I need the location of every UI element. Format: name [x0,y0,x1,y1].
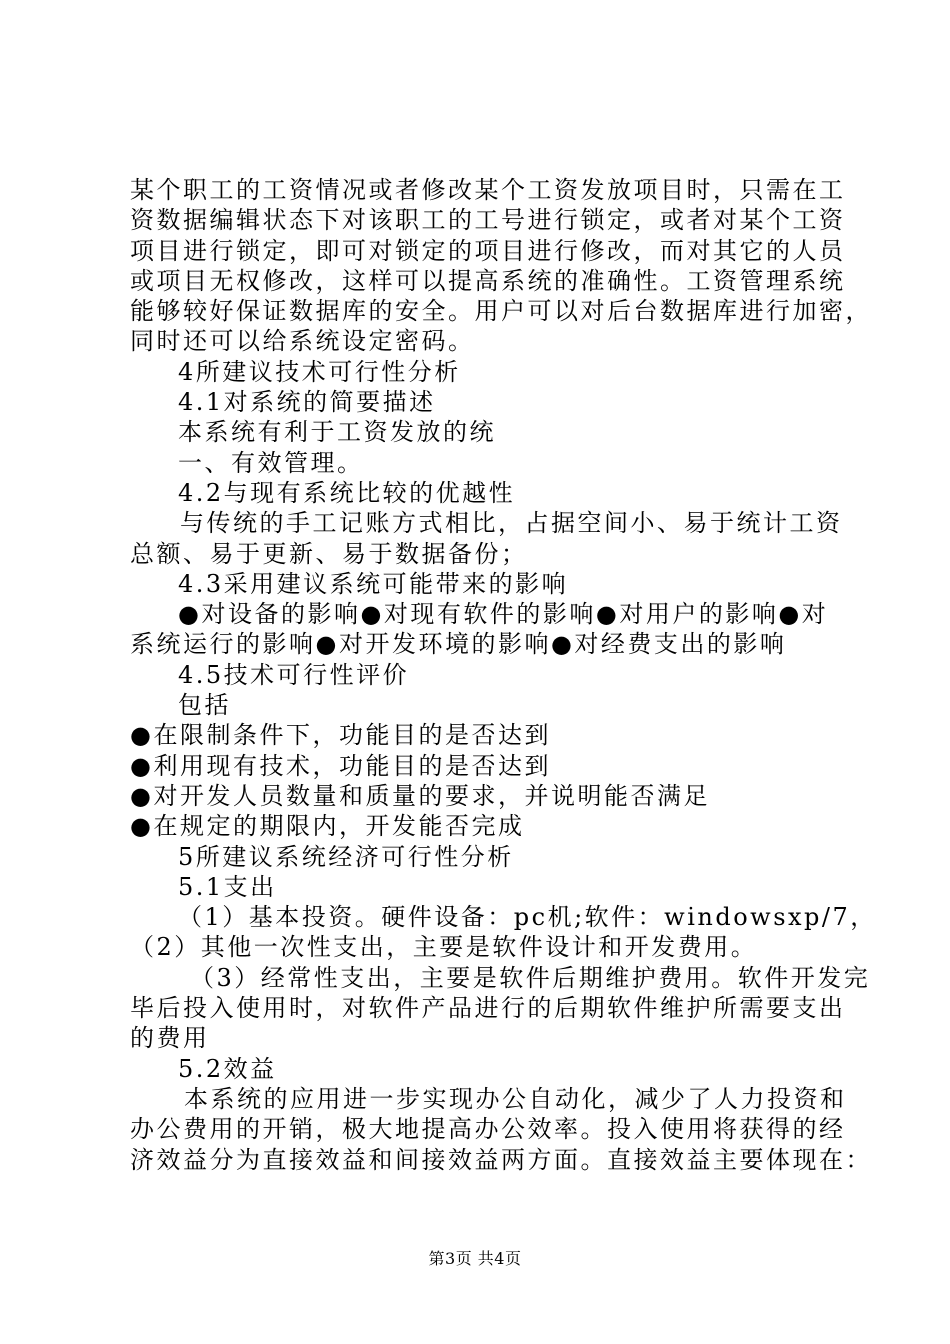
text-line: ●在限制条件下，功能目的是否达到 [130,721,551,750]
text-line: 4.1对系统的简要描述 [178,388,436,417]
text-line: 4.5技术可行性评价 [178,660,410,689]
text-line: 某个职工的工资情况或者修改某个工资发放项目时，只需在工 [130,176,846,204]
text-line: 4.3采用建议系统可能带来的影响 [178,569,569,598]
text-line: 4.2与现有系统比较的优越性 [178,478,516,507]
text-line: ●在规定的期限内，开发能否完成 [130,812,525,841]
text-line: 本系统有利于工资发放的统 [178,418,496,447]
text-line: 毕后投入使用时，对软件产品进行的后期软件维护所需要支出 [130,994,846,1023]
text-line: 一、有效管理。 [178,448,364,477]
text-line: 或项目无权修改，这样可以提高系统的准确性。工资管理系统 [130,266,846,295]
text-line: 总额、易于更新、易于数据备份； [130,539,528,568]
text-line: 包括 [178,691,231,720]
text-line: 资数据编辑状态下对该职工的工号进行锁定，或者对某个工资 [130,206,846,235]
text-line: 的费用 [130,1024,210,1053]
text-line: 能够较好保证数据库的安全。用户可以对后台数据库进行加密， [130,297,872,326]
text-line: 本系统的应用进一步实现办公自动化，减少了人力投资和 [184,1084,847,1113]
text-line: ●利用现有技术，功能目的是否达到 [130,751,551,780]
text-line: 系统运行的影响●对开发环境的影响●对经费支出的影响 [130,630,787,659]
text-line: ●对设备的影响●对现有软件的影响●对用户的影响●对 [178,600,829,629]
text-line: 与传统的手工记账方式相比，占据空间小、易于统计工资 [180,509,843,538]
text-line: 办公费用的开销，极大地提高办公效率。投入使用将获得的经 [130,1115,846,1144]
page-footer: 第3页 共4页 [428,1249,522,1268]
text-line: 4所建议技术可行性分析 [178,357,461,386]
text-line: 5.1支出 [178,872,277,901]
text-line: 同时还可以给系统设定密码。 [130,327,475,356]
text-line: ●对开发人员数量和质量的要求，并说明能否满足 [130,781,710,810]
text-line: 济效益分为直接效益和间接效益两方面。直接效益主要体现在： [130,1145,872,1174]
text-line: （2）其他一次性支出，主要是软件设计和开发费用。 [130,933,758,962]
text-line: 项目进行锁定，即可对锁定的项目进行修改，而对其它的人员 [130,236,846,265]
document-body [130,175,877,1175]
text-line: （3）经常性支出，主要是软件后期维护费用。软件开发完 [190,963,871,992]
text-line: （1）基本投资。硬件设备：pc机;软件：windowsxp/7， [178,903,877,932]
text-line: 5所建议系统经济可行性分析 [178,842,514,871]
text-line: 5.2效益 [178,1054,277,1083]
